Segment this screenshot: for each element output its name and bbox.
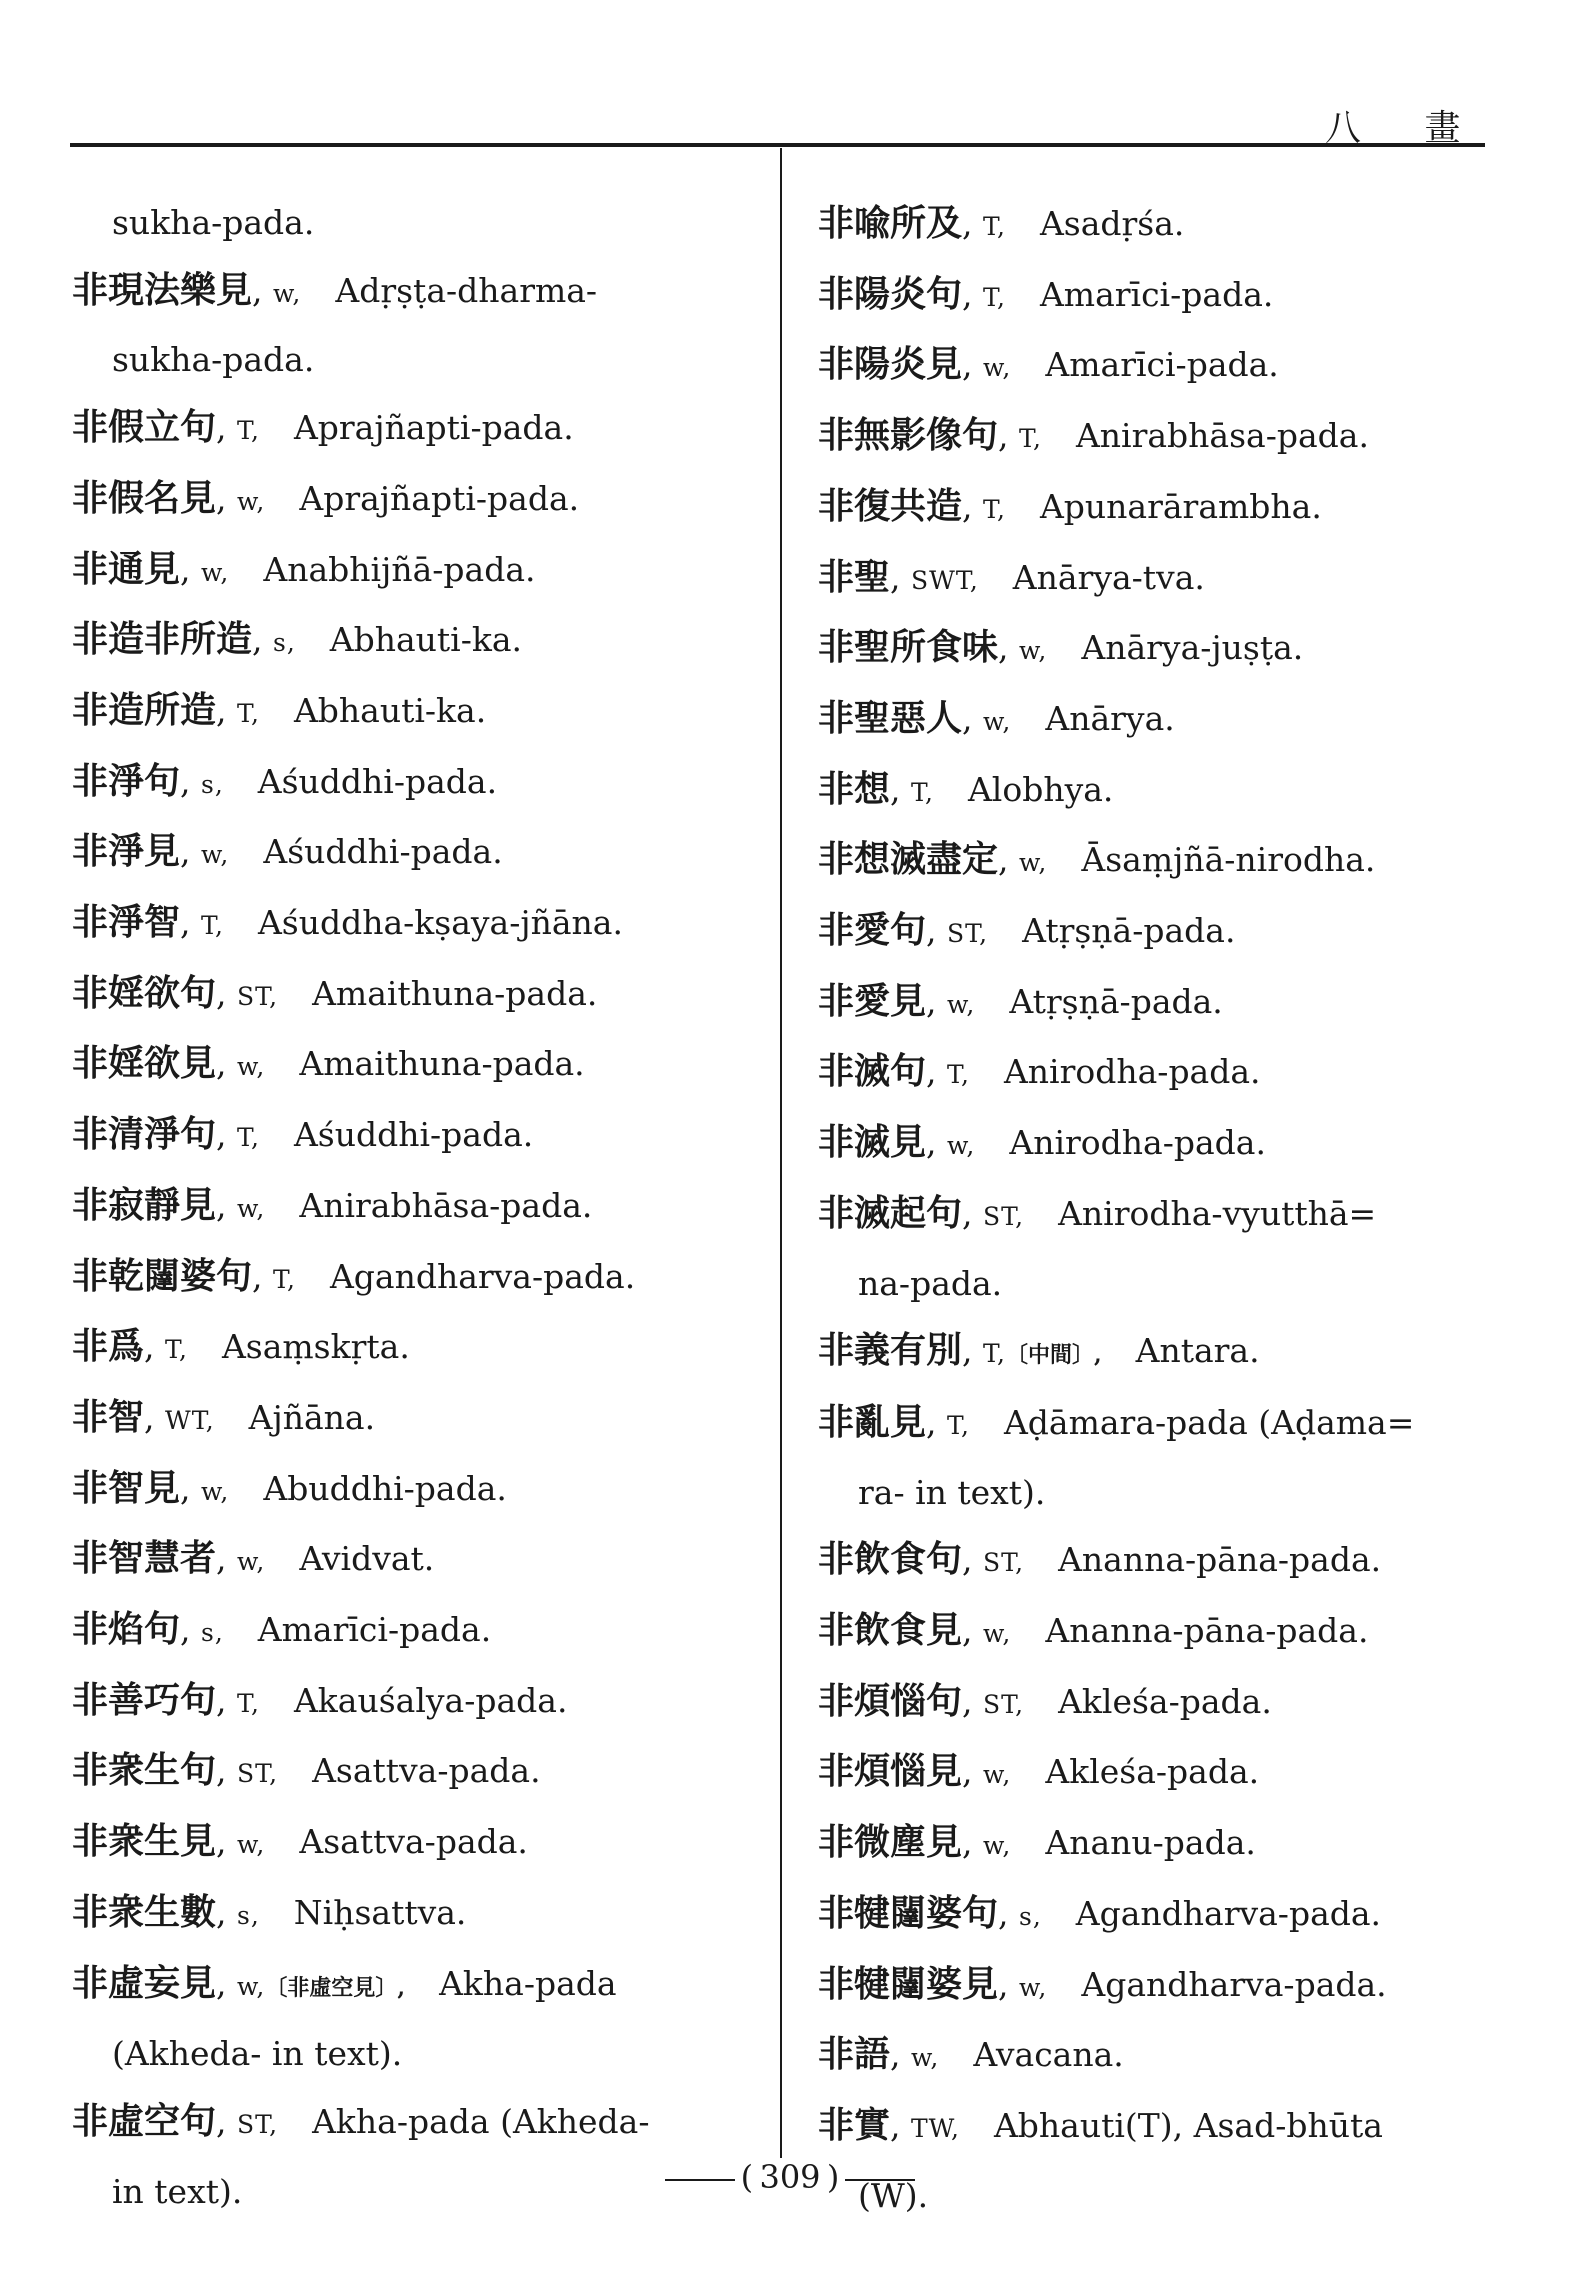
entry-source: w, — [237, 1547, 266, 1577]
entry-line: 非智見, w, Abuddhi-pada. — [72, 1466, 507, 1509]
entry-sanskrit: Anirabhāsa-pada. — [1075, 416, 1369, 456]
entry-sanskrit: Amaithuna-pada. — [312, 973, 598, 1013]
entry-sanskrit: Akha-pada (Akheda- — [312, 2101, 650, 2141]
entry-sanskrit: Ananna-pāna-pada. — [1058, 1540, 1382, 1580]
entry-headword: 非造非所造 — [72, 618, 253, 661]
entry-source: ST, — [983, 1689, 1025, 1719]
dictionary-entry — [72, 1879, 762, 1950]
entry-sanskrit: Alobhya. — [967, 769, 1114, 809]
entry-headword: 非造所造 — [72, 688, 217, 731]
dictionary-entry — [72, 818, 762, 889]
entry-sanskrit: Amarīci-pada. — [1039, 274, 1274, 314]
entry-sanskrit: Avacana. — [973, 2035, 1124, 2075]
dictionary-entry — [818, 685, 1508, 756]
dictionary-entry — [72, 606, 762, 677]
entry-note: 〔非虛空見〕, — [265, 1974, 406, 2001]
dictionary-entry — [72, 1525, 762, 1596]
entry-source: ST, — [237, 2109, 279, 2139]
entry-headword: 非虛妄見 — [72, 1961, 217, 2004]
entry-headword: 非智見 — [72, 1466, 181, 1509]
dictionary-entry — [72, 1950, 762, 2088]
dictionary-entry — [72, 257, 762, 394]
entry-headword: 非聖 — [818, 555, 891, 598]
entry-source: w, — [947, 1131, 976, 1161]
entry-source: w, — [1019, 1972, 1048, 2002]
entry-source: w, — [1019, 636, 1048, 666]
entry-headword: 非虛空句 — [72, 2099, 217, 2142]
entry-headword: 非滅見 — [818, 1121, 927, 1164]
entry-headword: 非善巧句 — [72, 1678, 217, 1721]
entry-line: 非犍闥婆句, s, Agandharva-pada. — [818, 1891, 1382, 1934]
entry-sanskrit: Abuddhi-pada. — [263, 1468, 507, 1508]
entry-source: T, — [983, 494, 1006, 524]
entry-sanskrit: Asattva-pada. — [299, 1822, 528, 1862]
entry-line: 非愛見, w, Atṛṣṇā-pada. — [818, 979, 1223, 1022]
entry-source: w, — [983, 1760, 1012, 1790]
entry-source: s, — [273, 628, 296, 658]
entry-headword: 非聖所食味 — [818, 626, 999, 669]
dictionary-entry — [72, 1243, 762, 1314]
entry-headword: 非聖惡人 — [818, 696, 963, 739]
entry-headword: 非語 — [818, 2033, 891, 2076]
dictionary-entry — [72, 536, 762, 607]
entry-headword: 非假名見 — [72, 476, 217, 519]
entry-line: 非煩惱見, w, Akleśa-pada. — [818, 1750, 1260, 1793]
dictionary-entry — [818, 2021, 1508, 2092]
entry-sanskrit: Aprajñapti-pada. — [293, 408, 574, 448]
entry-source: w, — [237, 1830, 266, 1860]
entry-source: w, — [273, 278, 302, 308]
entry-note: 〔中間〕, — [1005, 1342, 1102, 1369]
page-number: 309 — [759, 2158, 821, 2196]
dictionary-entry — [818, 1180, 1508, 1317]
dictionary-entry — [72, 1808, 762, 1879]
entry-source: w, — [947, 989, 976, 1019]
entry-sanskrit: Avidvat. — [299, 1539, 435, 1579]
entry-source: w, — [1019, 848, 1048, 878]
entry-line: 非義有別, T,〔中間〕, Antara. — [818, 1329, 1260, 1372]
entry-continuation: (Akheda- in text). — [112, 2034, 403, 2074]
entry-line: 非微塵見, w, Ananu-pada. — [818, 1821, 1256, 1864]
dictionary-entry — [818, 544, 1508, 615]
column-divider — [780, 148, 782, 2158]
dictionary-entry — [818, 402, 1508, 473]
entry-line: 非智慧者, w, Avidvat. — [72, 1537, 435, 1580]
entry-line: 非婬欲見, w, Amaithuna-pada. — [72, 1042, 585, 1085]
entry-line: 非聖, SWT, Anārya-tva. — [818, 555, 1205, 598]
dictionary-entry — [818, 1597, 1508, 1668]
entry-source: T, — [983, 212, 1006, 241]
entry-sanskrit: Amaithuna-pada. — [299, 1044, 585, 1084]
entry-line: 非想, T, Alobhya. — [818, 767, 1114, 810]
dictionary-entry — [818, 1317, 1508, 1389]
dictionary-entry — [818, 897, 1508, 968]
entry-line: 非焰句, s, Amarīci-pada. — [72, 1608, 492, 1651]
entry-headword: 非喩所及 — [818, 202, 963, 244]
entry-source: w, — [983, 353, 1012, 383]
dictionary-entry — [818, 1880, 1508, 1951]
dictionary-entry — [818, 1109, 1508, 1180]
entry-continuation: na-pada. — [858, 1263, 1003, 1303]
entry-sanskrit: Abhauti-ka. — [329, 620, 523, 660]
entry-source: w, — [911, 2043, 940, 2073]
entry-line: 非造非所造, s, Abhauti-ka. — [72, 618, 523, 661]
left-column — [72, 190, 762, 2225]
entry-line: 非婬欲句, ST, Amaithuna-pada. — [72, 971, 598, 1014]
entry-source: T, — [983, 1339, 1006, 1369]
entry-sanskrit: Aśuddha-kṣaya-jñāna. — [257, 903, 623, 943]
entry-headword: 非淨見 — [72, 830, 181, 873]
entry-source: T, — [1019, 424, 1042, 454]
entry-sanskrit: Asattva-pada. — [312, 1751, 541, 1791]
entry-line: 非衆生見, w, Asattva-pada. — [72, 1820, 528, 1863]
entry-headword: 非淨智 — [72, 901, 181, 944]
entry-source: ST, — [947, 919, 989, 949]
entry-source: T, — [165, 1335, 188, 1365]
entry-line: 非陽炎見, w, Amarīci-pada. — [818, 343, 1279, 386]
entry-source: T, — [237, 698, 260, 728]
entry-line: 非滅見, w, Anirodha-pada. — [818, 1121, 1266, 1164]
entry-sanskrit: Anirabhāsa-pada. — [299, 1185, 593, 1225]
entry-line: 非陽炎句, T, Amarīci-pada. — [818, 272, 1274, 315]
entry-line: 非衆生數, s, Niḥsattva. — [72, 1890, 467, 1933]
entry-line: 非滅起句, ST, Anirodha-vyutthā= — [818, 1191, 1377, 1234]
entry-headword: 非婬欲句 — [72, 971, 217, 1014]
entry-sanskrit: Akleśa-pada. — [1045, 1752, 1260, 1792]
dictionary-entry — [72, 748, 762, 819]
dictionary-entry — [818, 1038, 1508, 1109]
entry-source: w, — [983, 1831, 1012, 1861]
entry-line: 非寂靜見, w, Anirabhāsa-pada. — [72, 1183, 593, 1226]
entry-source: T, — [947, 1410, 970, 1440]
entry-headword: 非復共造 — [818, 484, 963, 527]
entry-sanskrit: Aprajñapti-pada. — [299, 478, 580, 518]
entry-source: T, — [273, 1264, 296, 1294]
entry-line: 非喩所及, T, Asadṛśa. — [818, 202, 1185, 244]
entry-continuation: sukha-pada. — [112, 340, 315, 380]
entry-source: ST, — [237, 981, 279, 1011]
entry-headword: 非無影像句 — [818, 414, 999, 457]
entry-line: 非乾闥婆句, T, Agandharva-pada. — [72, 1254, 636, 1297]
entry-line: 非犍闥婆見, w, Agandharva-pada. — [818, 1962, 1387, 2005]
entry-source: w, — [237, 486, 266, 516]
entry-continuation: ra- in text). — [858, 1472, 1046, 1512]
dictionary-entry — [72, 1384, 762, 1455]
entry-source: SWT, — [911, 565, 979, 595]
entry-line: 非聖所食味, w, Anārya-juṣṭa. — [818, 626, 1304, 669]
dictionary-entry — [818, 1738, 1508, 1809]
dictionary-entry — [818, 1809, 1508, 1880]
dictionary-entry — [72, 1667, 762, 1738]
entry-source: T, — [911, 777, 934, 807]
entry-headword: 非飲食句 — [818, 1538, 963, 1581]
dictionary-entry — [72, 190, 762, 257]
entry-line: 非煩惱句, ST, Akleśa-pada. — [818, 1679, 1272, 1722]
entry-sanskrit: Āsaṃjñā-nirodha. — [1081, 840, 1376, 880]
dictionary-entry — [818, 968, 1508, 1039]
entry-line: 非飲食見, w, Ananna-pāna-pada. — [818, 1609, 1369, 1652]
entry-line: 非假立句, T, Aprajñapti-pada. — [72, 406, 574, 449]
entry-source: w, — [201, 840, 230, 870]
dictionary-entry — [72, 1455, 762, 1526]
entry-source: T, — [237, 416, 260, 446]
dictionary-entry — [72, 960, 762, 1031]
entry-headword: 非犍闥婆見 — [818, 1962, 999, 2005]
entry-sanskrit: Asadṛśa. — [1039, 204, 1185, 243]
entry-line: 非聖惡人, w, Anārya. — [818, 696, 1175, 739]
entry-headword: 非愛句 — [818, 909, 927, 952]
entry-line: 非現法樂見, w, Adṛṣṭa-dharma- — [72, 268, 598, 311]
dictionary-entry — [72, 1101, 762, 1172]
dictionary-entry — [818, 190, 1508, 261]
entry-sanskrit: Agandharva-pada. — [329, 1256, 636, 1296]
entry-sanskrit: Aśuddhi-pada. — [263, 832, 503, 872]
entry-sanskrit: Aḍāmara-pada (Aḍama= — [1003, 1402, 1415, 1442]
dictionary-entry — [72, 889, 762, 960]
dictionary-entry — [72, 1737, 762, 1808]
dictionary-entry — [72, 465, 762, 536]
entry-line: 非通見, w, Anabhijñā-pada. — [72, 547, 536, 590]
entry-source: WT, — [165, 1405, 215, 1435]
dictionary-entry — [818, 614, 1508, 685]
entry-sanskrit: Abhauti(T), Asad-bhūta — [993, 2105, 1383, 2145]
entry-source: w, — [237, 1971, 266, 2001]
entry-sanskrit: Ajñāna. — [248, 1397, 376, 1437]
entry-headword: 非想 — [818, 767, 891, 810]
entry-source: w, — [201, 557, 230, 587]
entry-line: 非虛空句, ST, Akha-pada (Akheda- — [72, 2099, 650, 2142]
dictionary-entry — [72, 1030, 762, 1101]
entry-source: T, — [983, 282, 1006, 312]
header-rule — [70, 143, 1485, 147]
dictionary-entry — [818, 756, 1508, 827]
entry-source: w, — [983, 1619, 1012, 1649]
entry-source: ST, — [983, 1201, 1025, 1231]
entry-line: 非清淨句, T, Aśuddhi-pada. — [72, 1113, 534, 1156]
dictionary-entry — [818, 261, 1508, 332]
entry-sanskrit: Ananna-pāna-pada. — [1045, 1611, 1369, 1651]
entry-source: s, — [201, 1618, 224, 1648]
entry-sanskrit: Anirodha-pada. — [1009, 1123, 1266, 1163]
entry-headword: 非煩惱見 — [818, 1750, 963, 1793]
entry-headword: 非寂靜見 — [72, 1183, 217, 1226]
entry-headword: 非微塵見 — [818, 1821, 963, 1864]
entry-source: w, — [237, 1193, 266, 1223]
entry-line: 非亂見, T, Aḍāmara-pada (Aḍama= — [818, 1400, 1415, 1443]
entry-headword: 非衆生數 — [72, 1890, 217, 1933]
footer-dash — [665, 2179, 735, 2181]
entry-headword: 非衆生見 — [72, 1820, 217, 1863]
entry-sanskrit: Akha-pada — [439, 1963, 617, 2003]
entry-headword: 非淨句 — [72, 759, 181, 802]
entry-headword: 非爲 — [72, 1325, 145, 1368]
entry-sanskrit: Anārya. — [1045, 698, 1175, 738]
entry-headword: 非想滅盡定 — [818, 838, 999, 881]
entry-headword: 非現法樂見 — [72, 268, 253, 311]
dictionary-entry — [818, 1526, 1508, 1597]
entry-source: ST, — [237, 1759, 279, 1789]
entry-headword: 非衆生句 — [72, 1749, 217, 1792]
entry-line: 非造所造, T, Abhauti-ka. — [72, 688, 487, 731]
entry-headword: 非亂見 — [818, 1400, 927, 1443]
entry-source: s, — [201, 769, 224, 799]
entry-sanskrit: Niḥsattva. — [293, 1892, 467, 1932]
dictionary-entry — [72, 2088, 762, 2225]
entry-line: 非滅句, T, Anirodha-pada. — [818, 1050, 1261, 1093]
footer-dash — [845, 2179, 915, 2181]
entry-headword: 非煩惱句 — [818, 1679, 963, 1722]
dictionary-entry — [72, 1313, 762, 1384]
entry-headword: 非假立句 — [72, 406, 217, 449]
entry-continuation: in text). — [112, 2171, 243, 2211]
entry-line: 非愛句, ST, Atṛṣṇā-pada. — [818, 909, 1236, 952]
entry-sanskrit: Antara. — [1135, 1331, 1260, 1371]
entry-sanskrit: Atṛṣṇā-pada. — [1022, 911, 1236, 951]
entry-line: 非淨句, s, Aśuddhi-pada. — [72, 759, 498, 802]
entry-headword: 非焰句 — [72, 1608, 181, 1651]
entry-sanskrit: Asaṃskṛta. — [221, 1327, 410, 1367]
entry-source: T, — [947, 1060, 970, 1090]
entry-sanskrit: Akleśa-pada. — [1058, 1681, 1272, 1721]
entry-headword: 非愛見 — [818, 979, 927, 1022]
entry-sanskrit: Amarīci-pada. — [257, 1610, 492, 1650]
entry-line: 非無影像句, T, Anirabhāsa-pada. — [818, 414, 1369, 457]
entry-line: 非衆生句, ST, Asattva-pada. — [72, 1749, 541, 1792]
entry-sanskrit: Anirodha-pada. — [1003, 1052, 1261, 1092]
entry-continuation: sukha-pada. — [112, 203, 315, 242]
entry-headword: 非滅起句 — [818, 1191, 963, 1234]
entry-source: w, — [237, 1052, 266, 1082]
entry-line: 非爲, T, Asaṃskṛta. — [72, 1325, 410, 1368]
right-column — [818, 190, 1508, 2229]
entry-headword: 非智 — [72, 1395, 145, 1438]
entry-line: 非淨智, T, Aśuddha-kṣaya-jñāna. — [72, 901, 623, 944]
entry-line: 非虛妄見, w,〔非虛空見〕, Akha-pada — [72, 1961, 617, 2004]
dictionary-entry — [818, 1668, 1508, 1739]
entry-line: 非實, TW, Abhauti(T), Asad-bhūta — [818, 2103, 1383, 2146]
entry-sanskrit: Anirodha-vyutthā= — [1058, 1193, 1377, 1233]
entry-headword: 非飲食見 — [818, 1609, 963, 1652]
entry-headword: 非陽炎見 — [818, 343, 963, 386]
entry-sanskrit: Ananu-pada. — [1045, 1823, 1256, 1863]
entry-sanskrit: Agandharva-pada. — [1075, 1893, 1382, 1933]
entry-headword: 非乾闥婆句 — [72, 1254, 253, 1297]
dictionary-entry — [818, 1951, 1508, 2022]
entry-headword: 非清淨句 — [72, 1113, 217, 1156]
entry-source: s, — [237, 1900, 260, 1930]
dictionary-entry — [72, 677, 762, 748]
entry-continuation: (W). — [858, 2175, 929, 2215]
entry-line: 非善巧句, T, Akauśalya-pada. — [72, 1678, 568, 1721]
dictionary-entry — [72, 394, 762, 465]
entry-headword: 非義有別 — [818, 1329, 963, 1372]
entry-headword: 非實 — [818, 2103, 891, 2146]
entry-headword: 非陽炎句 — [818, 272, 963, 315]
dictionary-entry — [72, 1596, 762, 1667]
entry-headword: 非智慧者 — [72, 1537, 217, 1580]
entry-source: ST, — [983, 1548, 1025, 1578]
entry-sanskrit: Akauśalya-pada. — [293, 1680, 568, 1720]
entry-sanskrit: Atṛṣṇā-pada. — [1009, 981, 1223, 1021]
entry-line: 非飲食句, ST, Ananna-pāna-pada. — [818, 1538, 1382, 1581]
entry-sanskrit: Agandharva-pada. — [1081, 1964, 1387, 2004]
entry-sanskrit: Apunarārambha. — [1039, 486, 1322, 526]
entry-sanskrit: Adṛṣṭa-dharma- — [335, 270, 598, 310]
entry-headword: 非犍闥婆句 — [818, 1891, 999, 1934]
entry-source: T, — [201, 911, 224, 941]
section-header: 八 畫 — [1325, 108, 1487, 149]
page-number-footer: ( 309 ) — [0, 2158, 1580, 2196]
dictionary-entry — [818, 1389, 1508, 1526]
entry-sanskrit: Abhauti-ka. — [293, 690, 487, 730]
dictionary-entry — [72, 1172, 762, 1243]
entry-line: 非想滅盡定, w, Āsaṃjñā-nirodha. — [818, 838, 1376, 881]
dictionary-entry — [818, 331, 1508, 402]
entry-sanskrit: Anabhijñā-pada. — [263, 549, 536, 589]
dictionary-entry — [818, 826, 1508, 897]
entry-source: s, — [1019, 1901, 1042, 1931]
entry-source: w, — [201, 1476, 230, 1506]
entry-sanskrit: Anārya-tva. — [1012, 557, 1205, 597]
entry-headword: 非滅句 — [818, 1050, 927, 1093]
dictionary-entry — [818, 473, 1508, 544]
entry-source: TW, — [911, 2113, 960, 2143]
entry-sanskrit: Aśuddhi-pada. — [293, 1115, 534, 1155]
entry-line: 非語, w, Avacana. — [818, 2033, 1124, 2076]
entry-source: T, — [237, 1688, 260, 1718]
entry-headword: 非通見 — [72, 547, 181, 590]
entry-line: 非假名見, w, Aprajñapti-pada. — [72, 476, 580, 519]
entry-line: 非復共造, T, Apunarārambha. — [818, 484, 1322, 527]
entry-line: 非淨見, w, Aśuddhi-pada. — [72, 830, 503, 873]
entry-sanskrit: Anārya-juṣṭa. — [1081, 628, 1304, 668]
entry-sanskrit: Amarīci-pada. — [1045, 345, 1279, 385]
entry-line: 非智, WT, Ajñāna. — [72, 1395, 376, 1438]
entry-source: w, — [983, 706, 1012, 736]
entry-source: T, — [237, 1123, 260, 1153]
entry-sanskrit: Aśuddhi-pada. — [257, 761, 498, 801]
entry-headword: 非婬欲見 — [72, 1042, 217, 1085]
